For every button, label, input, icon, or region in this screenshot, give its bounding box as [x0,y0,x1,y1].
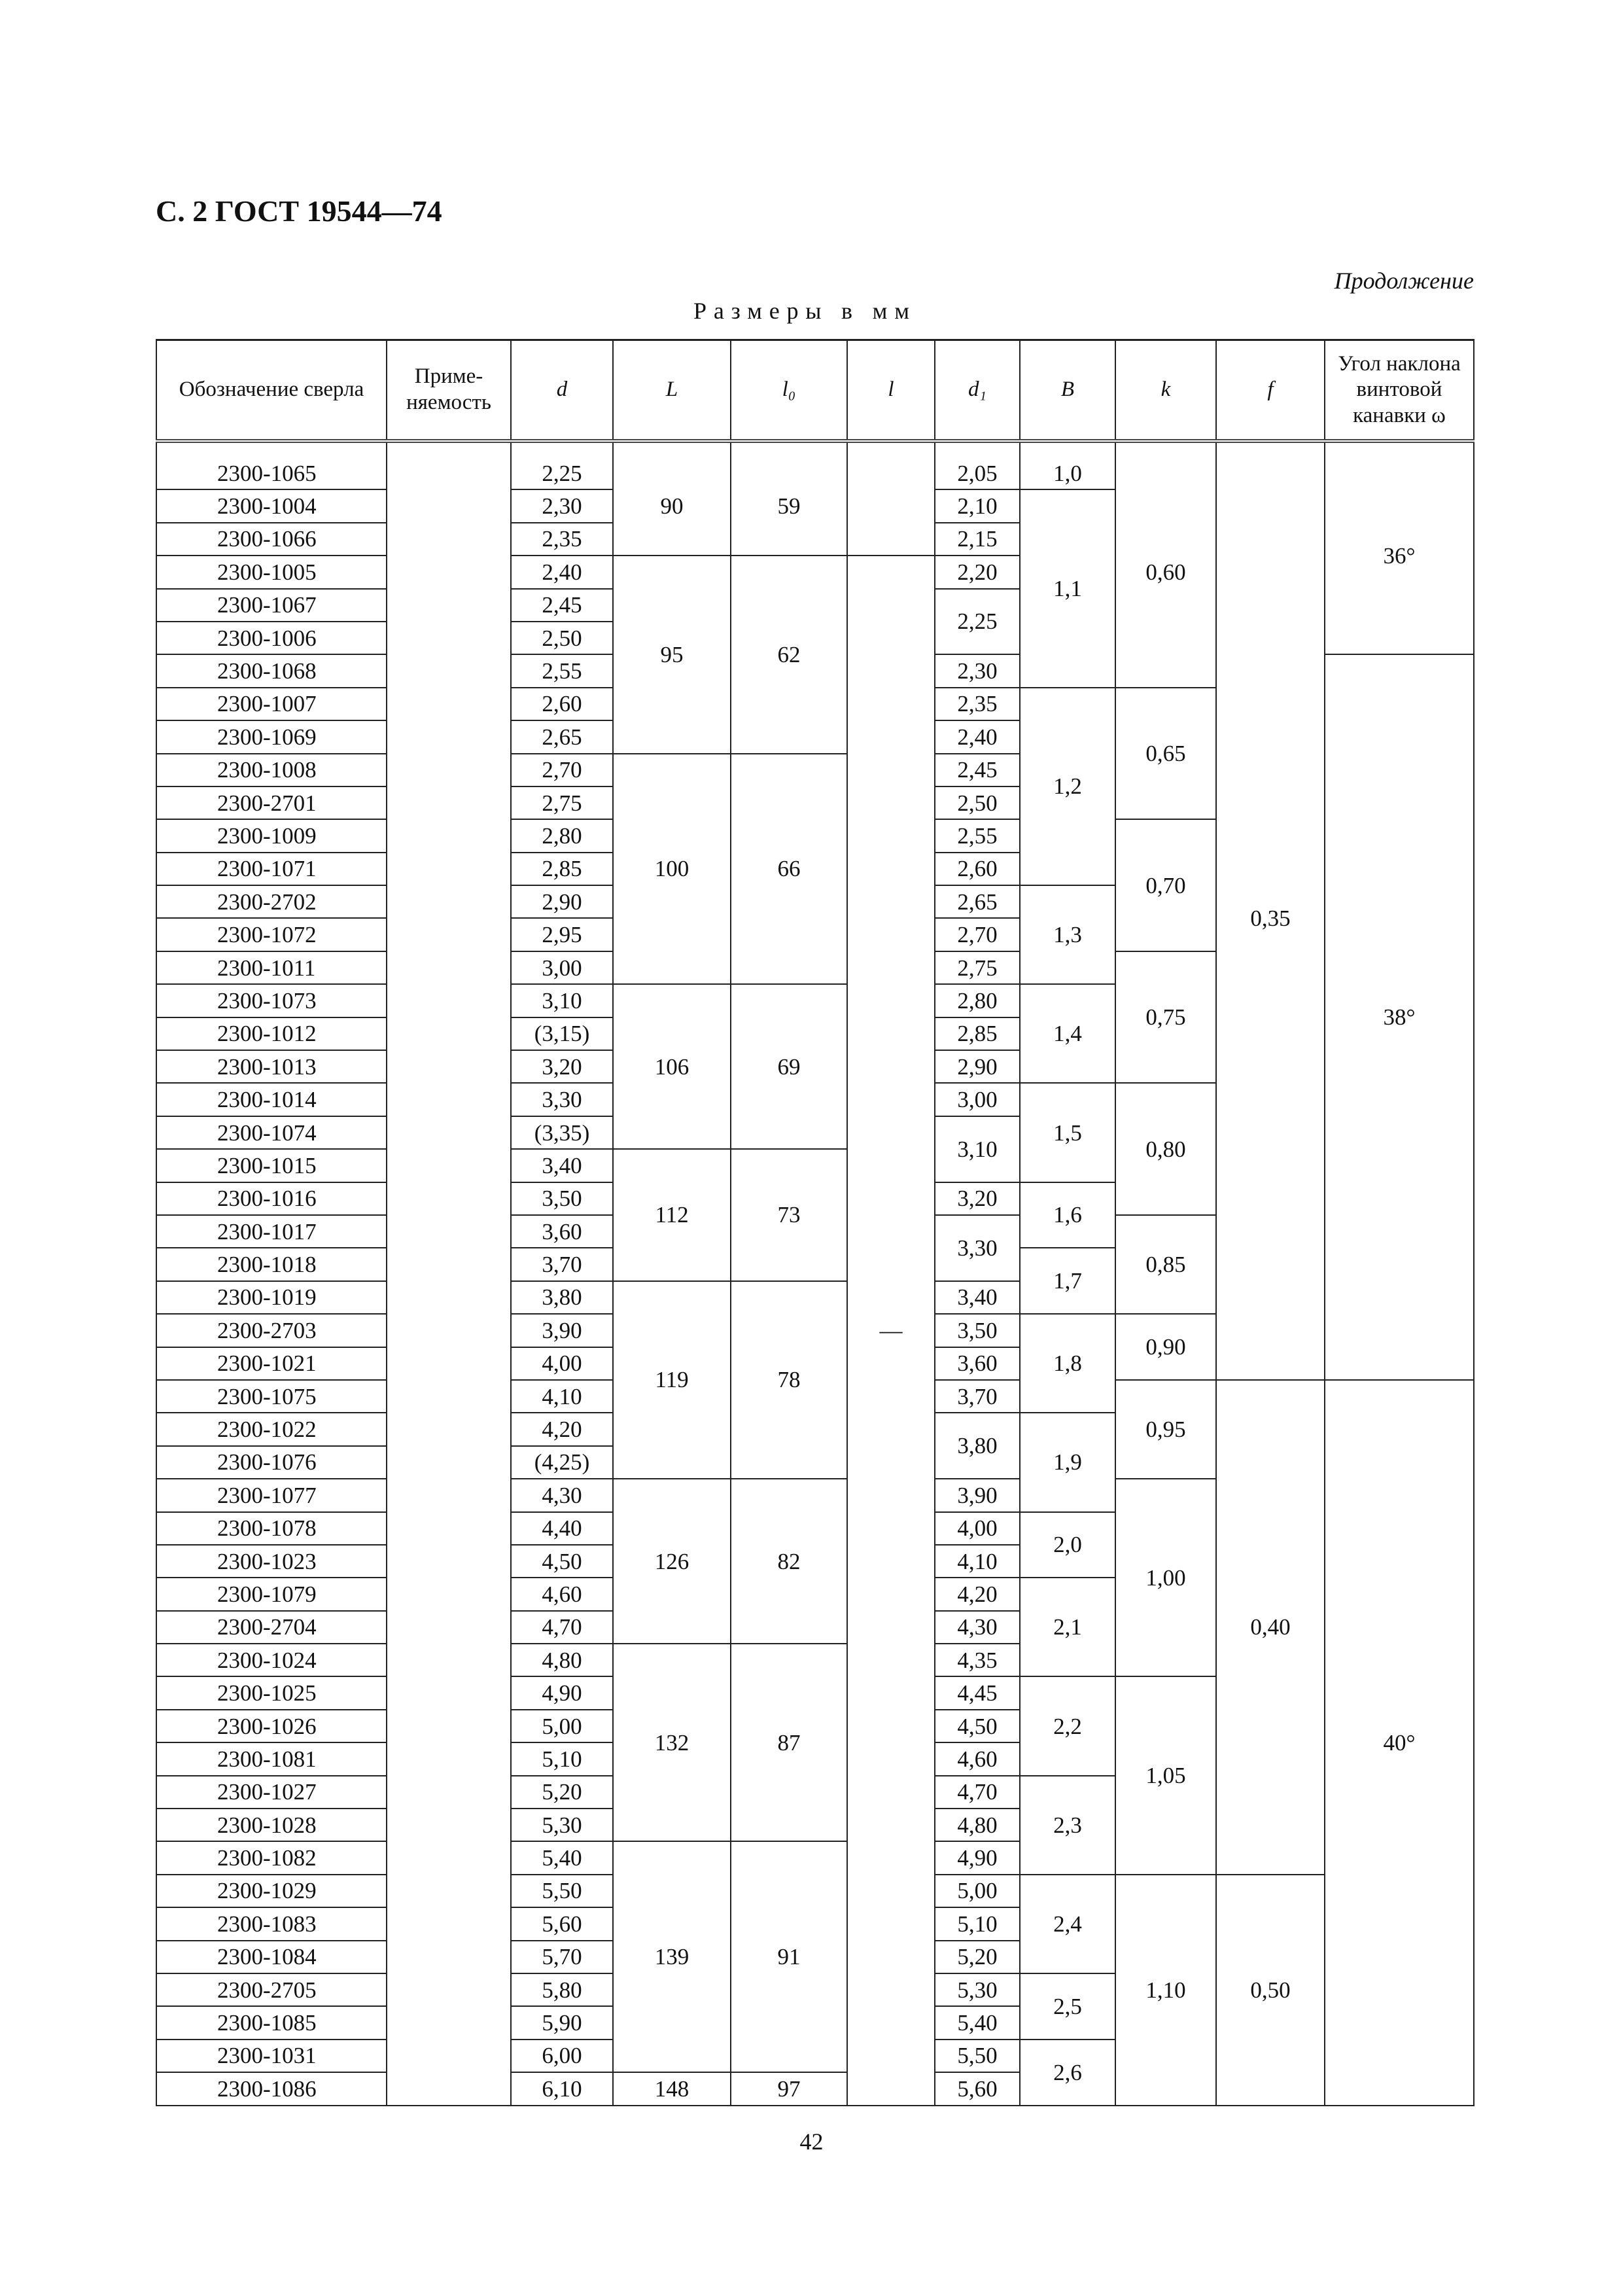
drill-code-cell: 2300-1014 [156,1083,387,1116]
L-cell: 106 [613,984,731,1149]
drill-code-cell: 2300-1072 [156,918,387,951]
drill-code-cell: 2300-2702 [156,885,387,918]
drill-code-cell: 2300-1069 [156,720,387,753]
diameter-d-cell: 2,30 [511,489,613,522]
applicability-cell [387,1973,511,2006]
f-cell: 0,40 [1216,1380,1325,1875]
L-cell: 100 [613,754,731,985]
units-caption: Размеры в мм [693,298,916,324]
d1-cell: 2,15 [935,523,1020,556]
k-cell: 1,00 [1115,1479,1216,1676]
applicability-cell [387,819,511,852]
applicability-cell [387,1380,511,1413]
d1-cell: 3,30 [935,1215,1020,1281]
angle-cell: 36° [1325,457,1474,654]
diameter-d-cell: 3,90 [511,1314,613,1347]
d1-cell: 4,80 [935,1809,1020,1841]
l0-cell: 69 [731,984,847,1149]
k-cell: 0,60 [1115,457,1216,688]
drill-code-cell: 2300-1019 [156,1281,387,1314]
k-cell: 0,75 [1115,951,1216,1084]
d1-cell: 2,10 [935,489,1020,522]
drill-code-cell: 2300-1012 [156,1017,387,1050]
diameter-d-cell: 2,95 [511,918,613,951]
angle-cell: 38° [1325,654,1474,1380]
applicability-cell [387,688,511,720]
d1-cell: 2,55 [935,819,1020,852]
applicability-cell [387,1116,511,1149]
drill-code-cell: 2300-1021 [156,1347,387,1380]
d1-cell: 2,85 [935,1017,1020,1050]
drill-code-cell: 2300-1015 [156,1149,387,1182]
applicability-cell [387,1446,511,1479]
L-cell: 95 [613,556,731,753]
d1-cell: 2,25 [935,589,1020,655]
drill-code-cell: 2300-1086 [156,2072,387,2105]
diameter-d-cell: (3,35) [511,1116,613,1149]
drill-code-cell: 2300-1005 [156,556,387,588]
B-cell: 2,5 [1020,1973,1115,2040]
header-B: B [1020,340,1115,442]
B-cell: 2,3 [1020,1776,1115,1875]
applicability-cell [387,1479,511,1511]
d1-cell: 3,40 [935,1281,1020,1314]
diameter-d-cell: 3,40 [511,1149,613,1182]
applicability-cell [387,1578,511,1610]
d1-cell: 5,00 [935,1875,1020,1907]
drill-code-cell: 2300-1085 [156,2006,387,2039]
d1-cell: 4,45 [935,1676,1020,1709]
table-row [156,457,1474,489]
d1-cell: 5,20 [935,1941,1020,1973]
applicability-cell [387,654,511,687]
applicability-cell [387,720,511,753]
drill-code-cell: 2300-1083 [156,1907,387,1940]
header-k: k [1115,340,1216,442]
d1-cell: 3,10 [935,1116,1020,1182]
B-cell: 1,2 [1020,688,1115,885]
drill-code-cell: 2300-1026 [156,1710,387,1742]
applicability-cell [387,885,511,918]
diameter-d-cell: 5,10 [511,1742,613,1775]
applicability-cell [387,523,511,556]
header-f: f [1216,340,1325,442]
k-cell: 0,65 [1115,688,1216,820]
drill-code-cell: 2300-1028 [156,1809,387,1841]
applicability-cell [387,489,511,522]
diameter-d-cell: 2,70 [511,754,613,786]
d1-cell: 4,50 [935,1710,1020,1742]
l0-cell: 87 [731,1644,847,1841]
d1-cell: 3,80 [935,1413,1020,1479]
diameter-d-cell: 5,70 [511,1941,613,1973]
diameter-d-cell: 4,30 [511,1479,613,1511]
d1-cell: 3,70 [935,1380,1020,1413]
drill-code-cell: 2300-1016 [156,1182,387,1215]
document-header: С. 2 ГОСТ 19544—74 [156,194,442,228]
applicability-cell [387,1907,511,1940]
B-cell: 1,5 [1020,1083,1115,1182]
applicability-cell [387,1875,511,1907]
diameter-d-cell: 5,90 [511,2006,613,2039]
diameter-d-cell: 4,70 [511,1611,613,1644]
diameter-d-cell: 3,60 [511,1215,613,1248]
applicability-cell [387,1281,511,1314]
diameter-d-cell: 4,40 [511,1512,613,1545]
drill-code-cell: 2300-1027 [156,1776,387,1809]
applicability-cell [387,1809,511,1841]
B-cell: 1,9 [1020,1413,1115,1511]
applicability-cell [387,2072,511,2105]
header-l: l [847,340,935,442]
d1-cell: 2,90 [935,1050,1020,1083]
applicability-cell [387,1314,511,1347]
drill-dimensions-table [156,339,1475,2106]
d1-cell: 2,50 [935,786,1020,819]
drill-code-cell: 2300-1006 [156,622,387,654]
applicability-cell [387,2006,511,2039]
l0-cell: 97 [731,2072,847,2105]
diameter-d-cell: 2,65 [511,720,613,753]
B-cell: 2,0 [1020,1512,1115,1578]
applicability-cell [387,984,511,1017]
applicability-cell [387,1710,511,1742]
d1-cell: 5,30 [935,1973,1020,2006]
l-cell: — [847,556,935,2105]
drill-code-cell: 2300-1067 [156,589,387,622]
l0-cell: 59 [731,457,847,556]
diameter-d-cell: 5,80 [511,1973,613,2006]
drill-code-cell: 2300-1074 [156,1116,387,1149]
diameter-d-cell: 3,20 [511,1050,613,1083]
drill-code-cell: 2300-1025 [156,1676,387,1709]
k-cell: 0,85 [1115,1215,1216,1314]
drill-code-cell: 2300-1011 [156,951,387,984]
B-cell: 1,6 [1020,1182,1115,1248]
applicability-cell [387,1941,511,1973]
angle-cell: 40° [1325,1380,1474,2106]
drill-code-cell: 2300-1084 [156,1941,387,1973]
applicability-cell [387,1083,511,1116]
d1-cell: 2,80 [935,984,1020,1017]
applicability-cell [387,1050,511,1083]
applicability-cell [387,951,511,984]
header-l0: l₀ [731,340,847,442]
applicability-cell [387,1413,511,1445]
drill-code-cell: 2300-2703 [156,1314,387,1347]
drill-code-cell: 2300-2701 [156,786,387,819]
L-cell: 119 [613,1281,731,1479]
l-cell [847,457,935,556]
l0-cell: 91 [731,1841,847,2072]
diameter-d-cell: 2,60 [511,688,613,720]
d1-cell: 2,45 [935,754,1020,786]
applicability-cell [387,1676,511,1709]
header-applicability: Приме- няемость [387,340,511,442]
applicability-cell [387,457,511,489]
applicability-cell [387,1149,511,1182]
drill-code-cell: 2300-1022 [156,1413,387,1445]
drill-code-cell: 2300-1068 [156,654,387,687]
drill-code-cell: 2300-1023 [156,1545,387,1578]
k-cell: 0,80 [1115,1083,1216,1215]
diameter-d-cell: 3,00 [511,951,613,984]
drill-code-cell: 2300-1018 [156,1248,387,1280]
table-header-row [156,340,1474,442]
d1-cell: 2,70 [935,918,1020,951]
k-cell: 0,90 [1115,1314,1216,1380]
B-cell: 1,0 [1020,457,1115,489]
diameter-d-cell: 2,80 [511,819,613,852]
drill-code-cell: 2300-1029 [156,1875,387,1907]
d1-cell: 4,70 [935,1776,1020,1809]
drill-code-cell: 2300-1071 [156,853,387,885]
diameter-d-cell: (4,25) [511,1446,613,1479]
d1-cell: 3,20 [935,1182,1020,1215]
B-cell: 2,2 [1020,1676,1115,1775]
B-cell: 1,8 [1020,1314,1115,1413]
d1-cell: 3,50 [935,1314,1020,1347]
diameter-d-cell: 4,80 [511,1644,613,1676]
d1-cell: 5,60 [935,2072,1020,2105]
diameter-d-cell: 3,70 [511,1248,613,1280]
drill-code-cell: 2300-2705 [156,1973,387,2006]
drill-code-cell: 2300-2704 [156,1611,387,1644]
d1-cell: 2,20 [935,556,1020,588]
applicability-cell [387,589,511,622]
page-number: 42 [799,2128,824,2155]
applicability-cell [387,2040,511,2072]
d1-cell: 2,40 [935,720,1020,753]
diameter-d-cell: 5,50 [511,1875,613,1907]
d1-cell: 3,60 [935,1347,1020,1380]
drill-code-cell: 2300-1066 [156,523,387,556]
d1-cell: 2,05 [935,457,1020,489]
drill-code-cell: 2300-1004 [156,489,387,522]
applicability-cell [387,1776,511,1809]
continuation-label: Продолжение [1334,268,1474,294]
k-cell: 1,10 [1115,1875,1216,2106]
header-d1: d₁ [935,340,1020,442]
L-cell: 112 [613,1149,731,1281]
f-cell: 0,50 [1216,1875,1325,2106]
drill-code-cell: 2300-1007 [156,688,387,720]
f-cell: 0,35 [1216,457,1325,1380]
applicability-cell [387,1611,511,1644]
d1-cell: 4,30 [935,1611,1020,1644]
drill-code-cell: 2300-1008 [156,754,387,786]
diameter-d-cell: 5,40 [511,1841,613,1874]
header-code: Обозначение сверла [156,340,387,442]
applicability-cell [387,1841,511,1874]
d1-cell: 5,40 [935,2006,1020,2039]
diameter-d-cell: 2,55 [511,654,613,687]
L-cell: 132 [613,1644,731,1841]
d1-cell: 5,50 [935,2040,1020,2072]
drill-code-cell: 2300-1082 [156,1841,387,1874]
applicability-cell [387,918,511,951]
diameter-d-cell: 4,60 [511,1578,613,1610]
applicability-cell [387,1182,511,1215]
drill-code-cell: 2300-1079 [156,1578,387,1610]
l0-cell: 78 [731,1281,847,1479]
d1-cell: 4,35 [935,1644,1020,1676]
drill-code-cell: 2300-1024 [156,1644,387,1676]
d1-cell: 5,10 [935,1907,1020,1940]
drill-code-cell: 2300-1065 [156,457,387,489]
k-cell: 0,95 [1115,1380,1216,1479]
B-cell: 2,1 [1020,1578,1115,1676]
l0-cell: 82 [731,1479,847,1644]
d1-cell: 4,60 [935,1742,1020,1775]
diameter-d-cell: 2,90 [511,885,613,918]
L-cell: 139 [613,1841,731,2072]
diameter-d-cell: 5,00 [511,1710,613,1742]
d1-cell: 2,75 [935,951,1020,984]
header-L: L [613,340,731,442]
B-cell: 1,1 [1020,489,1115,687]
d1-cell: 2,60 [935,853,1020,885]
drill-code-cell: 2300-1081 [156,1742,387,1775]
drill-code-cell: 2300-1017 [156,1215,387,1248]
k-cell: 1,05 [1115,1676,1216,1874]
d1-cell: 4,20 [935,1578,1020,1610]
diameter-d-cell: 2,75 [511,786,613,819]
drill-code-cell: 2300-1073 [156,984,387,1017]
drill-code-cell: 2300-1031 [156,2040,387,2072]
drill-code-cell: 2300-1013 [156,1050,387,1083]
applicability-cell [387,786,511,819]
diameter-d-cell: 4,00 [511,1347,613,1380]
diameter-d-cell: 4,50 [511,1545,613,1578]
diameter-d-cell: 5,60 [511,1907,613,1940]
applicability-cell [387,1017,511,1050]
applicability-cell [387,1742,511,1775]
diameter-d-cell: 4,90 [511,1676,613,1709]
B-cell: 2,6 [1020,2040,1115,2106]
B-cell: 1,3 [1020,885,1115,984]
l0-cell: 62 [731,556,847,753]
applicability-cell [387,1248,511,1280]
diameter-d-cell: (3,15) [511,1017,613,1050]
header-angle: Угол наклона винтовой канавки ω [1325,340,1474,442]
diameter-d-cell: 2,35 [511,523,613,556]
applicability-cell [387,1347,511,1380]
drill-code-cell: 2300-1009 [156,819,387,852]
diameter-d-cell: 4,10 [511,1380,613,1413]
diameter-d-cell: 3,10 [511,984,613,1017]
l0-cell: 73 [731,1149,847,1281]
L-cell: 90 [613,457,731,556]
k-cell: 0,70 [1115,819,1216,951]
applicability-cell [387,1644,511,1676]
d1-cell: 2,30 [935,654,1020,687]
drill-code-cell: 2300-1076 [156,1446,387,1479]
B-cell: 2,4 [1020,1875,1115,1973]
diameter-d-cell: 6,00 [511,2040,613,2072]
applicability-cell [387,1545,511,1578]
diameter-d-cell: 6,10 [511,2072,613,2105]
drill-code-cell: 2300-1077 [156,1479,387,1511]
diameter-d-cell: 2,85 [511,853,613,885]
applicability-cell [387,622,511,654]
applicability-cell [387,1215,511,1248]
L-cell: 148 [613,2072,731,2105]
d1-cell: 3,90 [935,1479,1020,1511]
drill-code-cell: 2300-1075 [156,1380,387,1413]
d1-cell: 3,00 [935,1083,1020,1116]
diameter-d-cell: 4,20 [511,1413,613,1445]
d1-cell: 4,00 [935,1512,1020,1545]
diameter-d-cell: 3,50 [511,1182,613,1215]
table-body [156,441,1474,2106]
applicability-cell [387,754,511,786]
header-d: d [511,340,613,442]
diameter-d-cell: 2,45 [511,589,613,622]
d1-cell: 2,65 [935,885,1020,918]
diameter-d-cell: 2,25 [511,457,613,489]
diameter-d-cell: 5,20 [511,1776,613,1809]
drill-code-cell: 2300-1078 [156,1512,387,1545]
d1-cell: 4,10 [935,1545,1020,1578]
diameter-d-cell: 3,80 [511,1281,613,1314]
applicability-cell [387,853,511,885]
applicability-cell [387,1512,511,1545]
diameter-d-cell: 2,50 [511,622,613,654]
L-cell: 126 [613,1479,731,1644]
B-cell: 1,7 [1020,1248,1115,1314]
diameter-d-cell: 2,40 [511,556,613,588]
diameter-d-cell: 3,30 [511,1083,613,1116]
d1-cell: 2,35 [935,688,1020,720]
l0-cell: 66 [731,754,847,985]
d1-cell: 4,90 [935,1841,1020,1874]
diameter-d-cell: 5,30 [511,1809,613,1841]
applicability-cell [387,556,511,588]
B-cell: 1,4 [1020,984,1115,1083]
